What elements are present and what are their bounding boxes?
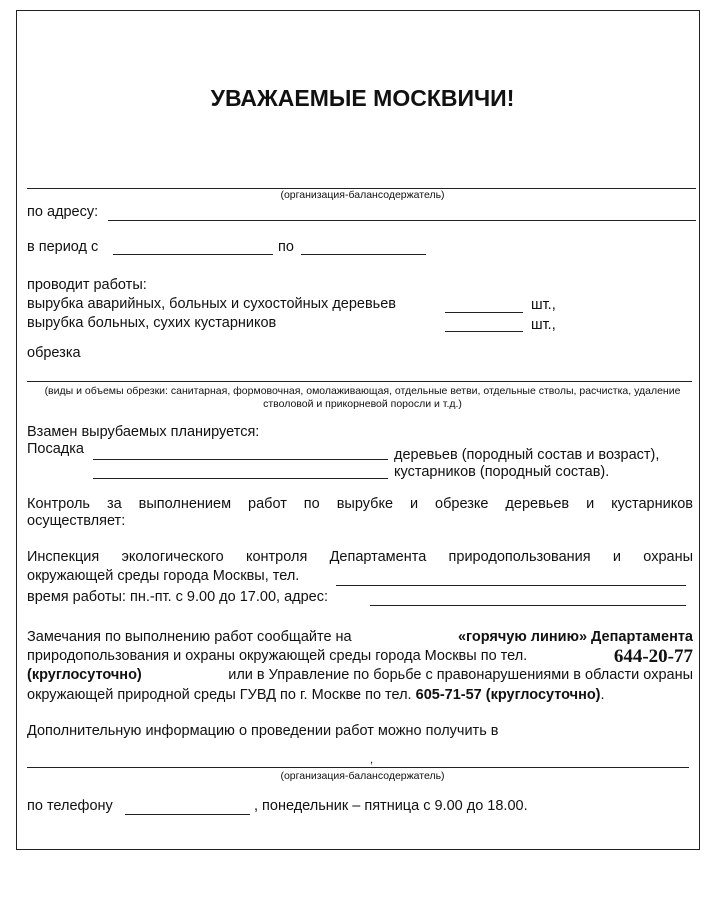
pruning-caption-line-1: (виды и объемы обрезки: санитарная, формовочная, омолаживающая, отдельные ветви, отдельные стволы, расчистка, удаление (44, 385, 681, 397)
shrubs-unit: шт., (531, 317, 556, 333)
replacement-heading: Взамен вырубаемых планируется: (27, 424, 260, 440)
phone-blank-line (125, 814, 250, 815)
pruning-blank-line (27, 381, 692, 382)
period-from-label: в период с (27, 239, 99, 255)
additional-info-text: Дополнительную информацию о проведении работ можно получить в (27, 723, 499, 739)
page-title: УВАЖАЕМЫЕ МОСКВИЧИ! (210, 85, 515, 111)
shrubs-count-blank-line (445, 331, 523, 332)
pruning-caption-line-2: стволовой и прикорневой поросли и т.д.) (263, 398, 462, 410)
planting-trees-blank-line (93, 459, 388, 460)
hotline-name: «горячую линию» Департамента (457, 629, 693, 645)
period-from-blank-line (113, 254, 273, 255)
hotline-line-3-text: или в Управление по борьбе с правонарушениями в области охраны (228, 667, 693, 683)
inspection-address-blank-line (370, 605, 686, 606)
address-blank-line (108, 220, 696, 221)
organization-caption: (организация-балансодержатель) (280, 189, 445, 201)
hotline-line-2 (27, 648, 693, 665)
works-heading: проводит работы: (27, 277, 147, 293)
works-item-trees: вырубка аварийных, больных и сухостойных деревьев (27, 296, 396, 312)
period-to-label: по (278, 239, 294, 255)
hotline-line-2-text: природопользования и охраны окружающей среды города Москвы по тел. (27, 648, 528, 664)
trees-unit: шт., (531, 297, 556, 313)
address-label: по адресу: (27, 204, 99, 220)
hotline-line-3 (27, 667, 693, 684)
hotline-line-4 (27, 687, 605, 704)
hotline-phone-2: 605-71-57 (круглосуточно) (415, 687, 601, 703)
info-comma: , (370, 754, 374, 766)
hotline-line-4-text: окружающей природной среды ГУВД по г. Москве по тел. (27, 687, 412, 703)
pruning-label: обрезка (27, 345, 81, 361)
planting-shrubs-text: кустарников (породный состав). (394, 464, 610, 480)
hotline-line-1-text: Замечания по выполнению работ сообщайте на (27, 629, 352, 645)
hotline-around-clock-1: (круглосуточно) (27, 667, 142, 683)
inspection-line-2: окружающей среды города Москвы, тел. (27, 568, 300, 584)
inspection-phone-blank-line (336, 585, 686, 586)
control-line-1: Контроль за выполнением работ по вырубке и обрезке деревьев и кустарников (27, 496, 693, 512)
hotline-line-1 (27, 629, 693, 646)
trees-count-blank-line (445, 312, 523, 313)
info-organization-caption: (организация-балансодержатель) (280, 770, 445, 782)
inspection-line-3: время работы: пн.-пт. с 9.00 до 17.00, адрес: (27, 589, 328, 605)
control-line-2: осуществляет: (27, 513, 126, 529)
hotline-phone-1: 644-20-77 (613, 646, 693, 667)
inspection-line-1: Инспекция экологического контроля Департамента природопользования и охраны (27, 549, 693, 565)
hotline-line-4-end: . (600, 687, 605, 703)
planting-trees-text: деревьев (породный состав и возраст), (394, 447, 660, 463)
planting-label: Посадка (27, 441, 84, 457)
phone-label: по телефону (27, 798, 113, 814)
works-item-shrubs: вырубка больных, сухих кустарников (27, 315, 277, 331)
planting-shrubs-blank-line (93, 478, 388, 479)
info-organization-blank-line (27, 767, 689, 768)
phone-hours-text: , понедельник – пятница с 9.00 до 18.00. (254, 798, 528, 814)
period-to-blank-line (301, 254, 426, 255)
